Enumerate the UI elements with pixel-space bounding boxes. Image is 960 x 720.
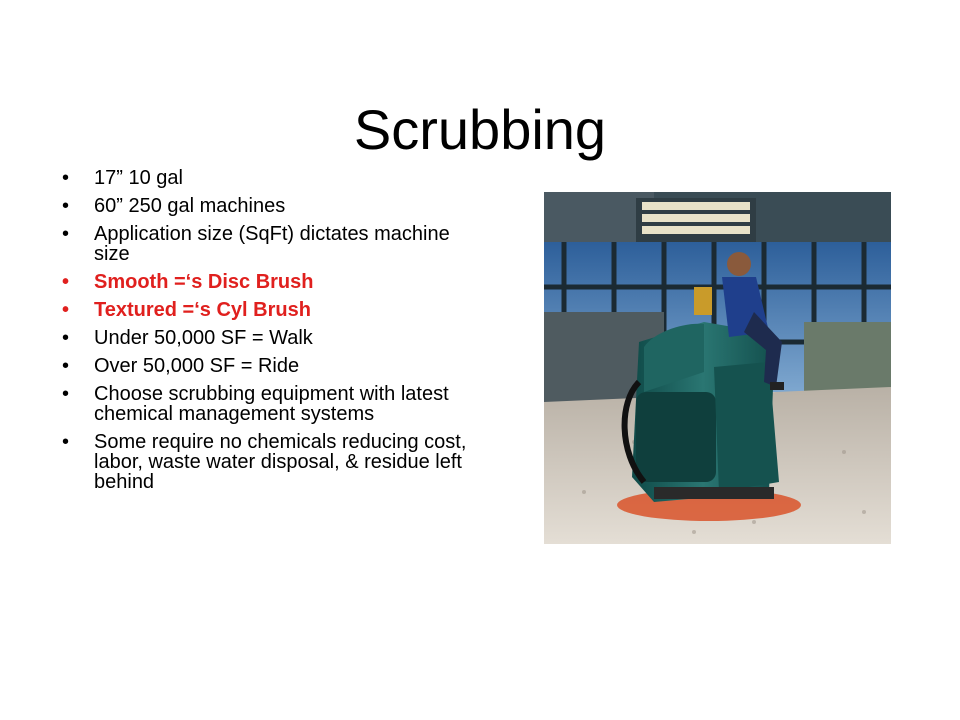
bullet-icon: • bbox=[62, 195, 70, 217]
bullet-text: Textured =‘s Cyl Brush bbox=[94, 299, 311, 321]
bullet-text: Over 50,000 SF = Ride bbox=[94, 355, 300, 377]
bullet-item bbox=[62, 168, 472, 188]
bullet-text: 60” 250 gal machines bbox=[94, 195, 286, 217]
bullet-item bbox=[62, 328, 472, 348]
bullet-icon: • bbox=[62, 223, 70, 245]
bullet-text: Under 50,000 SF = Walk bbox=[94, 327, 313, 349]
bullet-text: Smooth =‘s Disc Brush bbox=[94, 271, 314, 293]
bullet-item bbox=[62, 224, 472, 264]
bullet-text: Some require no chemicals reducing cost, labor, waste water disposal, & residue left behind bbox=[94, 431, 467, 493]
slide-title: Scrubbing bbox=[353, 97, 607, 161]
bullet-text: 17” 10 gal bbox=[94, 167, 183, 189]
floor-scrubber-photo bbox=[544, 192, 891, 544]
bullet-item-highlight bbox=[62, 300, 472, 320]
bullet-text: Choose scrubbing equipment with latest chemical management systems bbox=[94, 383, 449, 425]
bullet-item bbox=[62, 196, 472, 216]
bullet-item bbox=[62, 384, 472, 424]
bullet-icon: • bbox=[62, 299, 70, 321]
bullet-list bbox=[62, 168, 472, 500]
bullet-icon: • bbox=[62, 271, 70, 293]
bullet-icon: • bbox=[62, 355, 70, 377]
bullet-item bbox=[62, 356, 472, 376]
bullet-icon: • bbox=[62, 167, 70, 189]
bullet-item bbox=[62, 432, 472, 492]
bullet-item-highlight bbox=[62, 272, 472, 292]
bullet-icon: • bbox=[62, 327, 70, 349]
bullet-icon: • bbox=[62, 431, 70, 453]
bullet-text: Application size (SqFt) dictates machine size bbox=[94, 223, 450, 265]
bullet-icon: • bbox=[62, 383, 70, 405]
